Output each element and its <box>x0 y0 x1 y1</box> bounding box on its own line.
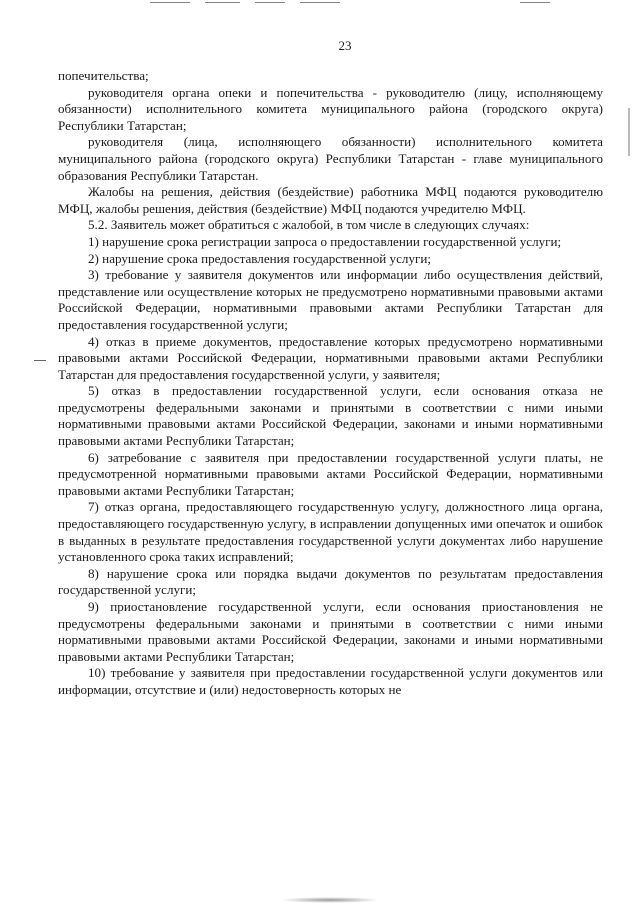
paragraph: 5.2. Заявитель может обратиться с жалобой, в том числе в следующих случаях: <box>88 217 530 233</box>
page-number: 23 <box>338 38 352 53</box>
paragraph: руководителя органа опеки и попечительства - руководителю (лицу, исполняющему обязанности) исполнительного комитета муниципального района (городского округа) Республики Татарстан; <box>58 84 603 133</box>
list-item: 9) приостановление государственной услуги, если основания приостановления не предусмотрены федеральными законами и принятыми в соответствии с ними иными нормативными правовыми актами Российской Федерации, законами и иными нормативными правовыми актами Республики Татарстан; <box>58 599 603 664</box>
paragraph: руководителя (лица, исполняющего обязанности) исполнительного комитета муниципального района (городского округа) Республики Татарстан - главе муниципального образования Республики Татарстан. <box>58 134 603 183</box>
list-item: 3) требование у заявителя документов или информации либо осуществления действий, представление или осуществление которых не предусмотрено нормативными правовыми актами Российской Федерации, нормативными правовыми актами Республики Татарстан для предоставления государственной услуги; <box>58 267 603 332</box>
list-item: 10) требование у заявителя при предоставлении государственной услуги документов или информации, отсутствие и (или) недостоверность которых не <box>58 665 603 697</box>
document-body <box>58 68 603 699</box>
margin-dash-mark <box>34 360 46 361</box>
list-item: 5) отказ в предоставлении государственной услуги, если основания отказа не предусмотрены федеральными законами и принятыми в соответствии с ними иными нормативными правовыми актами Российской Федерации, законами и иными нормативными правовыми актами Республики Татарстан; <box>58 383 603 449</box>
list-item: 1) нарушение срока регистрации запроса о предоставлении государственной услуги; <box>88 233 562 249</box>
list-item: 6) затребование с заявителя при предоставлении государственной услуги платы, не предусмотренной нормативными правовыми актами Российской Федерации, нормативными правовыми актами Республики Татарстан; <box>58 449 603 498</box>
list-item: 7) отказ органа, предоставляющего государственную услугу, должностного лица органа, предоставляющего государственную услугу, в исправлении допущенных ими опечаток и ошибок в выданных в результате предоставления государственной услуги документах либо нарушение установленного срока таких исправлений; <box>58 499 603 565</box>
paragraph: Жалобы на решения, действия (бездействие) работника МФЦ подаются руководителю МФЦ, жалобы решения, действия (бездействие) МФЦ подаются учредителю МФЦ. <box>58 184 603 216</box>
scan-top-edge-marks <box>0 0 640 6</box>
list-item: 4) отказ в приеме документов, предоставление которых предусмотрено нормативными правовыми актами Российской Федерации, нормативными правовыми актами Республики Татарстан для предоставления государственной услуги, у заявителя; <box>58 333 603 382</box>
scan-bottom-smudge <box>280 897 380 903</box>
list-item: 2) нарушение срока предоставления государственной услуги; <box>88 250 432 266</box>
scan-side-mark <box>628 108 630 156</box>
list-item: 8) нарушение срока или порядка выдачи документов по результатам предоставления государственной услуги; <box>58 565 603 598</box>
paragraph: попечительства; <box>58 68 149 83</box>
